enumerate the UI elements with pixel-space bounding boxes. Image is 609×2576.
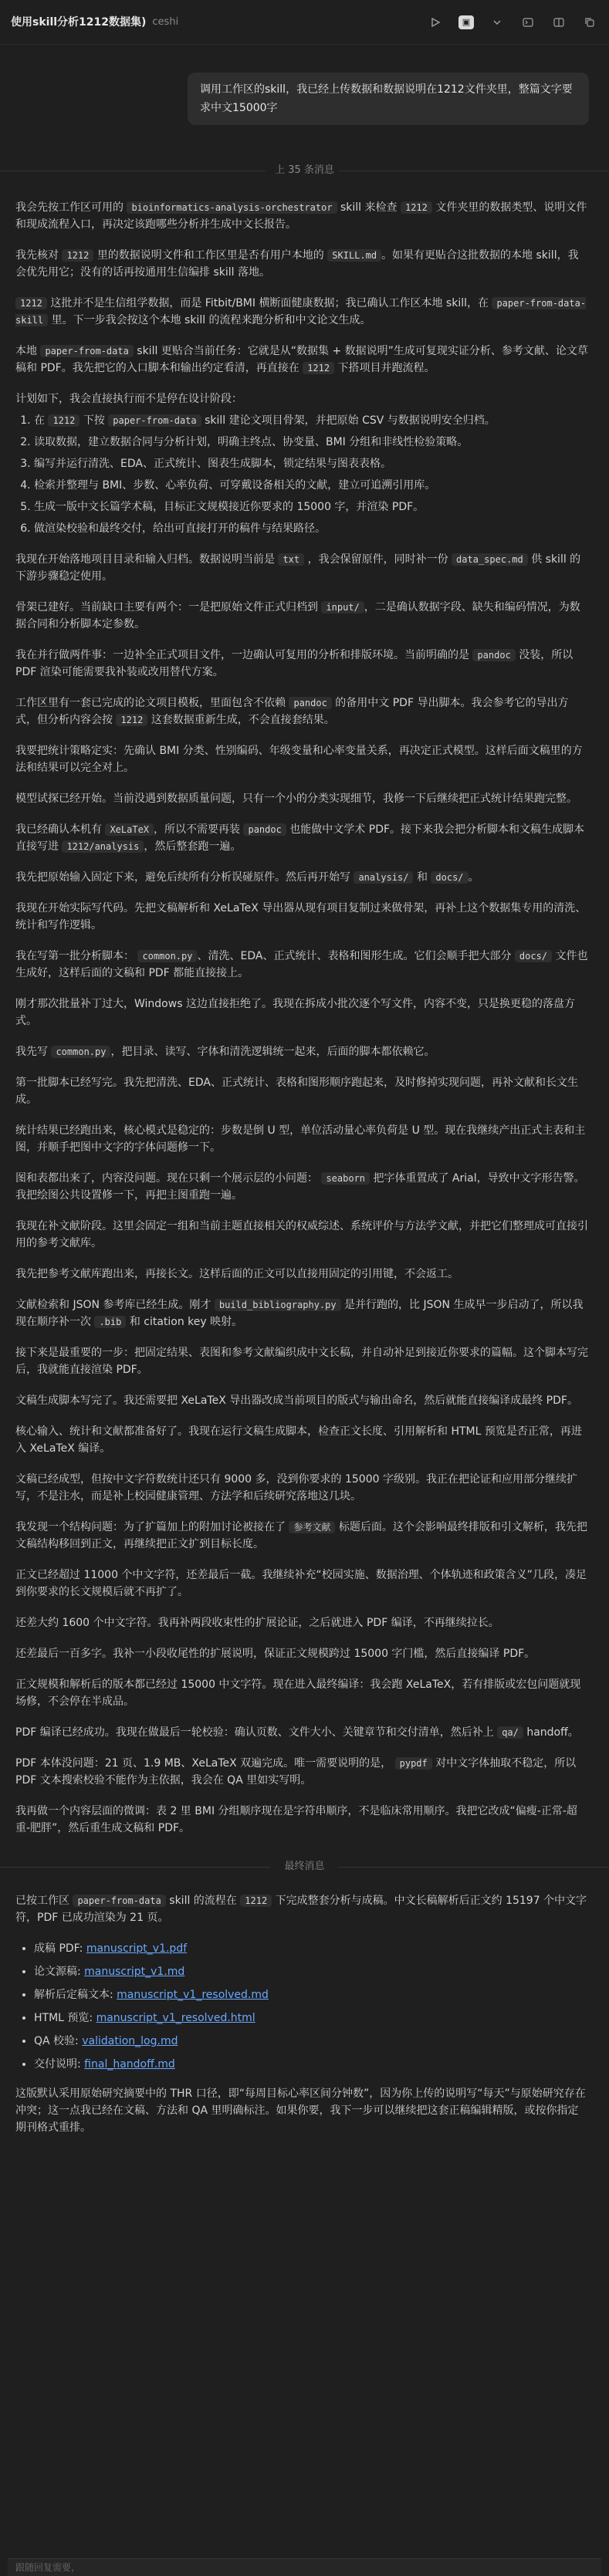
file-link[interactable]: manuscript_v1.md — [84, 1966, 185, 1978]
user-message: 调用工作区的skill，我已经上传数据和数据说明在1212文件夹里，整篇文字要求中文15000字 — [188, 73, 589, 125]
assistant-message: 图和表都出来了，内容没问题。现在只剩一个展示层的小问题： seaborn 把字体重置成了 Arial，导致中文字形告警。我把绘图公共设置修一下，再把主图重跑一遍。 — [15, 1172, 585, 1202]
assistant-message: 我再做一个内容层面的微调：表 2 里 BMI 分组顺序现在是字符串顺序，不是临床常用顺序。我把它改成“偏瘦-正常-超重-肥胖”，然后重生成文稿和 PDF。 — [15, 1805, 577, 1834]
deliverable-list — [15, 1940, 589, 2073]
assistant-message: 我要把统计策略定实：先确认 BMI 分类、性别编码、年级变量和心率变量关系，再决定正式模型。这样后面文稿里的方法和结果可以完全对上。 — [15, 745, 583, 774]
assistant-message: 我在写第一批分析脚本： common.py 、清洗、EDA、正式统计、表格和图形生成。它们会顺手把大部分 docs/ 文件也生成好，这样后面的文稿和 PDF 都能直接接上。 — [15, 950, 588, 979]
file-link[interactable]: manuscript_v1.pdf — [86, 1942, 188, 1955]
assistant-message: PDF 本体没问题：21 页、1.9 MB、XeLaTeX 双遍完成。唯一需要说明的是， pypdf 对中文字体抽取不稳定，所以 PDF 文本搜索校验不能作为主依据，我会在 QA 里如实写明。 — [15, 1757, 577, 1787]
assistant-message: 1212 这批并不是生信组学数据，而是 Fitbit/BMI 横断面健康数据；我已确认工作区本地 skill，在 paper-from-data-skill 里。下一步我会按这个本地 skill 的流程来跑分析和中文论文生成。 — [15, 297, 587, 326]
list-item: 6. 做渲染校验和最终交付，给出可直接打开的稿件与结果路径。 — [34, 520, 589, 537]
final-message — [0, 1877, 609, 2136]
conversation-title: 使用skill分析1212数据集) — [11, 15, 147, 29]
assistant-message: 模型试探已经开始。当前没遇到数据质量问题，只有一个小的分类实现细节，我修一下后继续把正式统计结果跑完整。 — [15, 793, 577, 805]
list-item: 5. 生成一版中文长篇学术稿，目标正文规模接近你要求的 15000 字，并渲染 PDF。 — [34, 499, 589, 516]
assistant-message: 我先把参考文献库跑出来，再接长文。这样后面的正文可以直接用固定的引用键，不会返工。 — [15, 1268, 458, 1280]
assistant-message: 我已经确认本机有 XeLaTeX ，所以不需要再装 pandoc 也能做中文学术 PDF。接下来我会把分析脚本和文稿生成脚本直接写进 1212/analysis ，然后整套跑一遍。 — [15, 823, 585, 853]
assistant-message: 接下来是最重要的一步：把固定结果、表图和参考文献编织成中文长稿，并自动补足到接近你要求的篇幅。这个脚本写完后，我就能直接渲染 PDF。 — [15, 1347, 588, 1376]
file-link[interactable]: final_handoff.md — [84, 2058, 175, 2071]
list-item: 2. 读取数据，建立数据合同与分析计划，明确主终点、协变量、BMI 分组和非线性检验策略。 — [34, 434, 589, 451]
message-input[interactable]: 跟随回复需要， — [8, 2558, 601, 2576]
assistant-message: 第一批脚本已经写完。我先把清洗、EDA、正式统计、表格和图形顺序跑起来，及时修掉实现问题，再补文献和长文生成。 — [15, 1077, 578, 1106]
assistant-message: 统计结果已经跑出来，核心模式是稳定的：步数是倒 U 型，单位活动量心率负荷是 U 型。现在我继续产出正式主表和主图，并顺手把图中文字的字体问题修一下。 — [15, 1124, 586, 1154]
assistant-message: 我会先按工作区可用的 bioinformatics-analysis-orchestrator skill 来检查 1212 文件夹里的数据类型、说明文件和现成流程入口，再决定该跑哪些分析并生成中文长报告。 — [15, 201, 587, 231]
assistant-message: 我现在开始实际写代码。先把文稿解析和 XeLaTeX 导出器从现有项目复制过来做骨架，再补上这个数据集专用的清洗、统计和写作逻辑。 — [15, 902, 587, 931]
assistant-message: 骨架已建好。当前缺口主要有两个：一是把原始文件正式归档到 input/ ，二是确认数据字段、缺失和编码情况，为数据合同和分析脚本定参数。 — [15, 601, 580, 630]
list-item: • 解析后定稿文本: manuscript_v1_resolved.md — [34, 1986, 589, 2003]
file-link[interactable]: manuscript_v1_resolved.md — [117, 1989, 269, 2001]
plan-list — [15, 412, 589, 537]
list-item: • 论文源稿: manuscript_v1.md — [34, 1963, 589, 1980]
assistant-message: 还差大约 1600 个中文字符。我再补两段收束性的扩展论证，之后就进入 PDF 编译，不再继续拉长。 — [15, 1617, 499, 1629]
list-item: 4. 检索并整理与 BMI、步数、心率负荷、可穿戴设备相关的文献，建立可追溯引用库。 — [34, 477, 589, 494]
list-item: • 成稿 PDF: manuscript_v1.pdf — [34, 1940, 589, 1957]
user-message-row — [0, 45, 609, 125]
workspace-name[interactable]: ceshi — [152, 15, 179, 28]
chevron-down-icon[interactable] — [489, 14, 506, 31]
assistant-message: 我在并行做两件事：一边补全正式项目文件，一边确认可复用的分析和排版环境。当前明确的是 pandoc 没装，所以 PDF 渲染可能需要我补装或改用替代方案。 — [15, 649, 573, 678]
list-item: • 交付说明: final_handoff.md — [34, 2056, 589, 2073]
assistant-message: 我先写 common.py ，把目录、读写、字体和清洗逻辑统一起来，后面的脚本都依赖它。 — [15, 1046, 435, 1058]
assistant-message: 我现在补文献阶段。这里会固定一组和当前主题直接相关的权威综述、系统评价与方法学文献，并把它们整理成可直接引用的参考文献库。 — [15, 1220, 588, 1249]
list-item: • QA 校验: validation_log.md — [34, 2033, 589, 2050]
plan-title: 计划如下，我会直接执行而不是停在设计阶段： — [15, 393, 242, 405]
list-item: 1. 在 1212 下按 paper-from-data skill 建论文项目骨架，并把原始 CSV 与数据说明安全归档。 — [34, 412, 589, 429]
copy-icon[interactable] — [581, 14, 598, 31]
assistant-message: 还差最后一百多字。我补一小段收尾性的扩展说明，保证正文规模跨过 15000 字门槛，然后直接编译 PDF。 — [15, 1648, 536, 1660]
list-item: 3. 编写并运行清洗、EDA、正式统计、图表生成脚本，锁定结果与图表表格。 — [34, 455, 589, 472]
assistant-message: PDF 编译已经成功。我现在做最后一轮校验：确认页数、文件大小、关键章节和交付清单，然后补上 qa/ handoff。 — [15, 1726, 579, 1739]
final-note: 这版默认采用原始研究摘要中的 THR 口径，即“每周目标心率区间分钟数”，因为你上传的说明写“每天”与原始研究存在冲突；这一点我已经在文稿、方法和 QA 里明确标注。如果你要，我下一步可以继续把这套正稿编辑精版，或按你指定期刊格式重排。 — [15, 2088, 586, 2134]
assistant-message: 文献检索和 JSON 参考库已经生成。刚才 build_bibliography.py 是并行跑的，比 JSON 生成早一步启动了，所以我现在顺序补一次 .bib 和 citation key 映射。 — [15, 1299, 584, 1328]
final-message-divider: 最终消息 — [0, 1857, 609, 1877]
assistant-message: 刚才那次批量补丁过大，Windows 这边直接拒绝了。我现在拆成小批次逐个写文件，内容不变，只是换更稳的落盘方式。 — [15, 998, 575, 1027]
history-divider[interactable]: 上 35 条消息 — [0, 161, 609, 181]
title-bar — [0, 0, 609, 45]
toolbar-icons — [427, 14, 598, 31]
assistant-message: 我先核对 1212 里的数据说明文件和工作区里是否有用户本地的 SKILL.md 。如果有更贴合这批数据的本地 skill，我会优先用它；没有的话再按通用生信编排 skill 落地。 — [15, 249, 579, 279]
assistant-message: 我现在开始落地项目目录和输入归档。数据说明当前是 txt ，我会保留原件，同时补一份 data_spec.md 供 skill 的下游步骤稳定使用。 — [15, 553, 581, 583]
terminal-icon[interactable] — [519, 14, 536, 31]
file-link[interactable]: validation_log.md — [82, 2035, 178, 2047]
assistant-message: 本地 paper-from-data skill 更贴合当前任务：它就是从“数据集 + 数据说明”生成可复现实证分析、参考文献、论文草稿和 PDF。我先把它的入口脚本和输出约定看清，再直接在 1212 下搭项目并跑流程。 — [15, 345, 588, 374]
assistant-message: 工作区里有一套已完成的论文项目模板，里面包含不依赖 pandoc 的备用中文 PDF 导出脚本。我会参考它的导出方式，但分析内容会按 1212 这套数据重新生成，不会直接套结果。 — [15, 697, 569, 726]
final-summary: 已按工作区 paper-from-data skill 的流程在 1212 下完成整套分析与成稿。中文长稿解析后正文约 15197 个中文字符，PDF 已成功渲染为 21 页。 — [15, 1895, 587, 1924]
play-icon[interactable] — [427, 14, 444, 31]
assistant-message: 文稿生成脚本写完了。我还需要把 XeLaTeX 导出器改成当前项目的版式与输出命名，然后就能直接编译成最终 PDF。 — [15, 1394, 578, 1407]
app-badge-icon[interactable]: ▣ — [458, 14, 475, 31]
list-item: • HTML 预览: manuscript_v1_resolved.html — [34, 2010, 589, 2027]
file-link[interactable]: manuscript_v1_resolved.html — [96, 2012, 255, 2024]
assistant-message: 我发现一个结构问题：为了扩篇加上的附加讨论被接在了 参考文献 标题后面。这个会影响最终排版和引文解析，我先把文稿结构移回到正文，再继续把正文扩到目标长度。 — [15, 1521, 587, 1550]
assistant-messages — [0, 181, 609, 1837]
assistant-message: 正文规模和解析后的版本都已经过 15000 中文字符。现在进入最终编译：我会跑 XeLaTeX，若有排版或宏包问题就现场修，不会停在半成品。 — [15, 1678, 581, 1708]
assistant-message: 文稿已经成型，但按中文字符数统计还只有 9000 多，没到你要求的 15000 字级别。我正在把论证和应用部分继续扩写，不是注水，而是补上校园健康管理、方法学和后续研究落地这几块。 — [15, 1473, 577, 1503]
assistant-message: 我先把原始输入固定下来，避免后续所有分析误碰原件。然后再开始写 analysis/ 和 docs/ 。 — [15, 871, 479, 884]
assistant-message: 核心输入、统计和文献都准备好了。我现在运行文稿生成脚本，检查正文长度、引用解析和 HTML 预览是否正常，再进入 XeLaTeX 编译。 — [15, 1425, 582, 1455]
assistant-message: 正文已经超过 11000 个中文字符，还差最后一截。我继续补充“校园实施、数据治理、个体轨迹和政策含义”几段，凑足到你要求的长文规模后就不再扩了。 — [15, 1569, 587, 1598]
split-view-icon[interactable] — [550, 14, 567, 31]
